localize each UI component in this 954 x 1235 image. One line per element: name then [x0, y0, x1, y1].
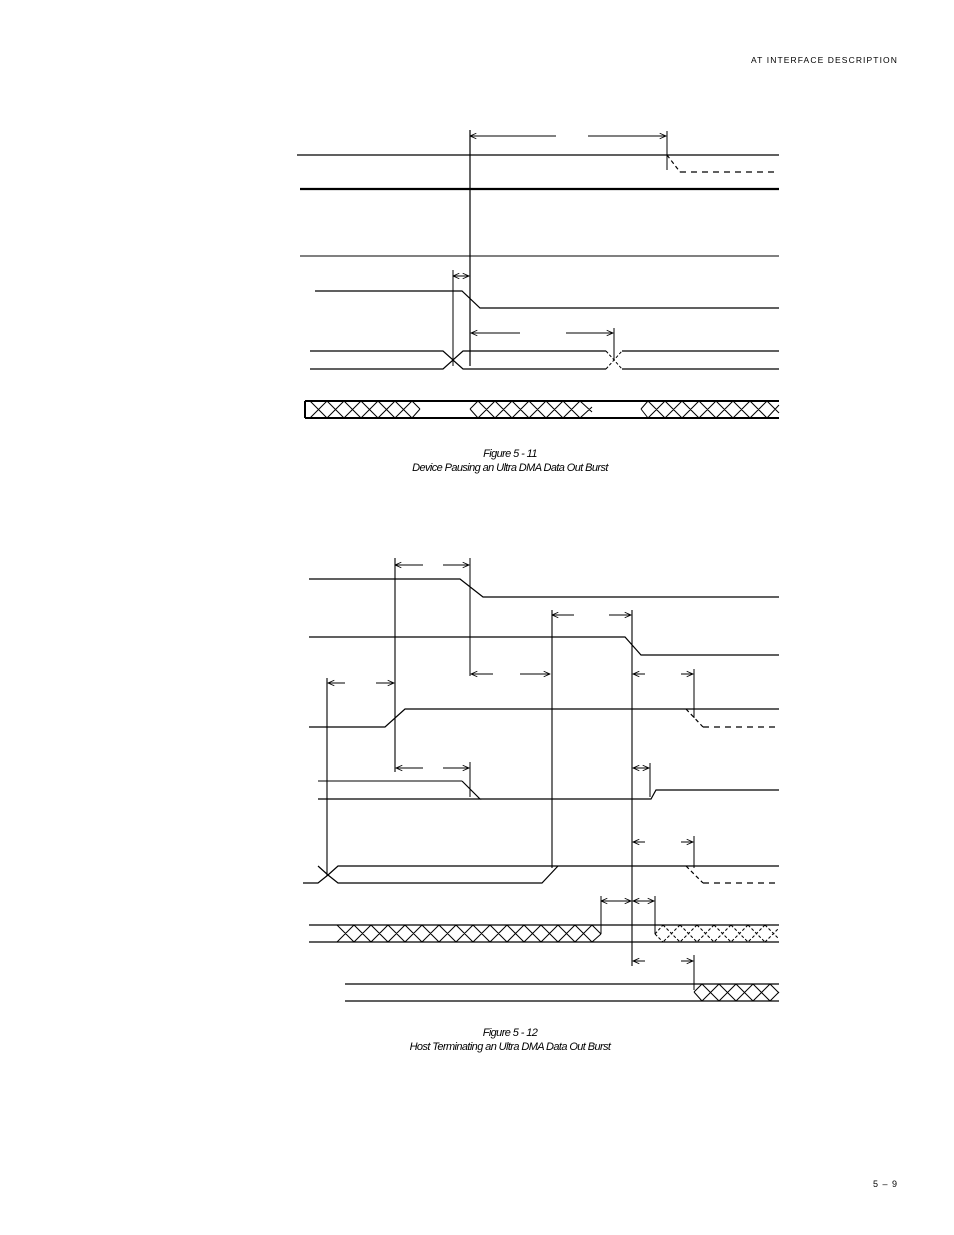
- running-header: AT INTERFACE DESCRIPTION: [751, 55, 898, 65]
- timing-arrow-h: [633, 836, 694, 868]
- timing-arrow-d: [633, 669, 694, 718]
- timing-arrow-b: [552, 610, 632, 966]
- signal-line-a: [309, 579, 779, 597]
- data-bus-g: [345, 984, 779, 1001]
- timing-arrow-a: [395, 558, 470, 772]
- timing-arrow-i: [601, 896, 655, 934]
- page-number: 5 – 9: [872, 1179, 898, 1189]
- timing-arrow-e: [327, 678, 394, 876]
- figure-5-11-title: Device Pausing an Ultra DMA Data Out Burst: [412, 462, 608, 474]
- signal-line-c: [309, 709, 779, 727]
- timing-arrow-j: [633, 955, 694, 990]
- figure-5-12-number: Figure 5 - 12: [482, 1027, 538, 1039]
- timing-arrow-g: [633, 763, 650, 797]
- data-bus-f: [309, 925, 779, 942]
- signal-line-e: [303, 866, 779, 883]
- signal-line-d: [318, 781, 779, 799]
- figure-5-11-number: Figure 5 - 11: [483, 448, 537, 460]
- figure-5-12-title: Host Terminating an Ultra DMA Data Out Burst: [409, 1041, 611, 1053]
- signal-line-b: [309, 637, 779, 655]
- timing-arrow-f: [396, 762, 470, 797]
- figure-5-12-caption: [0, 1026, 954, 1054]
